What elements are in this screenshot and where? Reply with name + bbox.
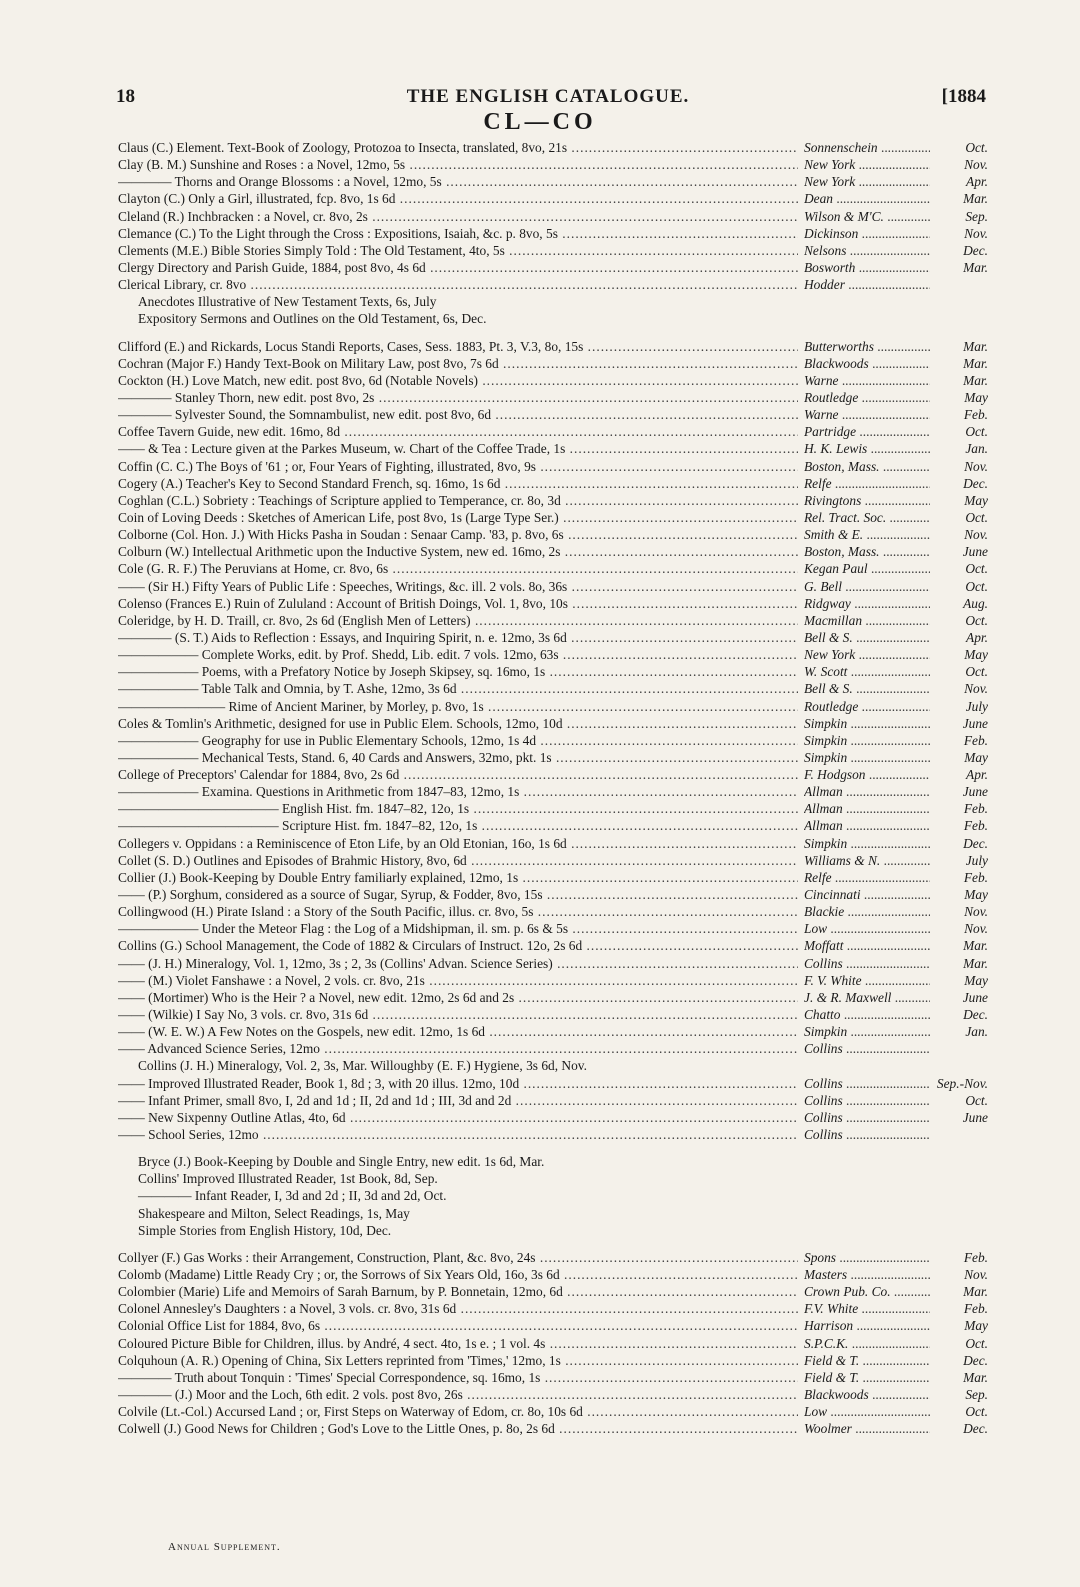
entry-title: ———— Thorns and Orange Blossoms : a Novel, 12mo, 5s ..... bbox=[118, 173, 798, 190]
catalogue-entry bbox=[118, 852, 988, 869]
entry-title: Collegers v. Oppidans : a Reminiscence of Eton Life, by an Old Etonian, 16o, 1s 6d ..... bbox=[118, 835, 798, 852]
entry-publisher: Blackwoods ..... bbox=[804, 355, 930, 372]
catalogue-entry bbox=[118, 749, 988, 766]
entry-month: Oct. bbox=[965, 509, 988, 525]
entry-month: Oct. bbox=[965, 561, 988, 577]
entry-publisher: Dickinson ..... bbox=[804, 225, 930, 242]
entry-publisher: Blackwoods ..... bbox=[804, 1386, 930, 1403]
entry-publisher: Allman ..... bbox=[804, 817, 930, 834]
entry-month: May bbox=[964, 492, 988, 508]
entry-title: Clay (B. M.) Sunshine and Roses : a Novel, 12mo, 5s ..... bbox=[118, 156, 798, 173]
entry-title: ———— Stanley Thorn, new edit. post 8vo, 2s ..... bbox=[118, 389, 798, 406]
catalogue-entry bbox=[118, 1040, 988, 1057]
entry-publisher: Warne ..... bbox=[804, 372, 930, 389]
catalogue-entry bbox=[118, 1300, 988, 1317]
entry-publisher: Moffatt ..... bbox=[804, 937, 930, 954]
entry-month: Nov. bbox=[964, 157, 988, 173]
entry-title: Colombier (Marie) Life and Memoirs of Sarah Barnum, by P. Bonnetain, 12mo, 6d ..... bbox=[118, 1283, 798, 1300]
entry-title: —— (W. E. W.) A Few Notes on the Gospels, new edit. 12mo, 1s 6d ..... bbox=[118, 1023, 798, 1040]
entry-publisher: Masters ..... bbox=[804, 1266, 930, 1283]
entry-month: Feb. bbox=[963, 1249, 988, 1265]
entry-title: Colenso (Frances E.) Ruin of Zululand : Account of British Doings, Vol. 1, 8vo, 10s ..... bbox=[118, 595, 798, 612]
entry-title: —— (Mortimer) Who is the Heir ? a Novel, new edit. 12mo, 2s 6d and 2s ..... bbox=[118, 989, 798, 1006]
entry-title: —————— Table Talk and Omnia, by T. Ashe, 12mo, 3s 6d ..... bbox=[118, 680, 798, 697]
entry-publisher: Collins ..... bbox=[804, 1109, 930, 1126]
entry-title: Coffin (C. C.) The Boys of '61 ; or, Four Years of Fighting, illustrated, 8vo, 9s ..... bbox=[118, 458, 798, 475]
entry-publisher: Smith & E. ..... bbox=[804, 526, 930, 543]
entry-month: Feb. bbox=[963, 1301, 988, 1317]
entry-publisher: Partridge ..... bbox=[804, 423, 930, 440]
entry-month: Aug. bbox=[963, 595, 988, 611]
catalogue-entry bbox=[118, 783, 988, 800]
entry-publisher: Collins ..... bbox=[804, 955, 930, 972]
catalogue-entry bbox=[118, 440, 988, 457]
catalogue-entry bbox=[118, 475, 988, 492]
entry-publisher: G. Bell ..... bbox=[804, 578, 930, 595]
entry-title: —————— Under the Meteor Flag : the Log of a Midshipman, il. sm. p. 6s & 5s ..... bbox=[118, 920, 798, 937]
catalogue-entry bbox=[118, 732, 988, 749]
entry-month: Dec. bbox=[963, 475, 988, 491]
catalogue-entry bbox=[118, 173, 988, 190]
entry-publisher: Low ..... bbox=[804, 920, 930, 937]
entry-title: —————— Geography for use in Public Elementary Schools, 12mo, 1s 4d ..... bbox=[118, 732, 798, 749]
catalogue-entry bbox=[118, 509, 988, 526]
entry-title: Coloured Picture Bible for Children, illus. by André, 4 sect. 4to, 1s e. ; 1 vol. 4s ..... bbox=[118, 1335, 798, 1352]
entry-publisher: Cincinnati ..... bbox=[804, 886, 930, 903]
entry-publisher: Simpkin ..... bbox=[804, 835, 930, 852]
entry-month: Nov. bbox=[964, 527, 988, 543]
catalogue-entry bbox=[118, 1109, 988, 1126]
entry-title: Colonial Office List for 1884, 8vo, 6s ..... bbox=[118, 1317, 798, 1334]
entry-title: —— & Tea : Lecture given at the Parkes Museum, w. Chart of the Coffee Trade, 1s ..... bbox=[118, 440, 798, 457]
entry-month: Mar. bbox=[963, 338, 988, 354]
entry-month: Jan. bbox=[965, 441, 988, 457]
entry-publisher: Allman ..... bbox=[804, 800, 930, 817]
entry-publisher: Wilson & M'C. ..... bbox=[804, 208, 930, 225]
sub-entry: Anecdotes Illustrative of New Testament Texts, 6s, July bbox=[138, 294, 437, 310]
catalogue-entry bbox=[118, 972, 988, 989]
catalogue-entry bbox=[118, 1266, 988, 1283]
entry-publisher: Woolmer ..... bbox=[804, 1420, 930, 1437]
entry-publisher: Ridgway ..... bbox=[804, 595, 930, 612]
catalogue-entry bbox=[118, 338, 988, 355]
entry-month: May bbox=[964, 972, 988, 988]
entry-month: May bbox=[964, 1318, 988, 1334]
entry-title: Clifford (E.) and Rickards, Locus Standi Reports, Cases, Sess. 1883, Pt. 3, V.3, 8o, 15s ..... bbox=[118, 338, 798, 355]
catalogue-entry bbox=[118, 578, 988, 595]
entry-publisher: Bell & S. ..... bbox=[804, 629, 930, 646]
catalogue-entry bbox=[118, 886, 988, 903]
entry-publisher: Relfe ..... bbox=[804, 869, 930, 886]
entry-publisher: Relfe ..... bbox=[804, 475, 930, 492]
catalogue-entry bbox=[118, 492, 988, 509]
catalogue-entry bbox=[118, 526, 988, 543]
entry-title: College of Preceptors' Calendar for 1884, 8vo, 2s 6d ..... bbox=[118, 766, 798, 783]
entry-month: Mar. bbox=[963, 938, 988, 954]
entry-title: Colomb (Madame) Little Ready Cry ; or, the Sorrows of Six Years Old, 16o, 3s 6d ..... bbox=[118, 1266, 798, 1283]
catalogue-entry bbox=[118, 937, 988, 954]
catalogue-entry bbox=[118, 1249, 988, 1266]
entry-month: July bbox=[965, 698, 988, 714]
catalogue-entry bbox=[118, 1386, 988, 1403]
entry-title: ———— (S. T.) Aids to Reflection : Essays, and Inquiring Spirit, n. e. 12mo, 3s 6d ..... bbox=[118, 629, 798, 646]
entry-title: —— New Sixpenny Outline Atlas, 4to, 6d ..... bbox=[118, 1109, 798, 1126]
entry-month: Nov. bbox=[964, 458, 988, 474]
catalogue-entry bbox=[118, 1420, 988, 1437]
entry-publisher: Collins ..... bbox=[804, 1126, 930, 1143]
catalogue-entry bbox=[118, 1092, 988, 1109]
entry-title: Coghlan (C.L.) Sobriety : Teachings of Scripture applied to Temperance, cr. 8o, 3d ..... bbox=[118, 492, 798, 509]
entry-month: Oct. bbox=[965, 1092, 988, 1108]
entry-title: ———————— Rime of Ancient Mariner, by Morley, p. 8vo, 1s ..... bbox=[118, 698, 798, 715]
entry-title: Clemance (C.) To the Light through the Cross : Expositions, Isaiah, &c. p. 8vo, 5s ..... bbox=[118, 225, 798, 242]
entry-month: Mar. bbox=[963, 955, 988, 971]
entry-month: Mar. bbox=[963, 191, 988, 207]
catalogue-entry bbox=[118, 698, 988, 715]
catalogue-entry bbox=[118, 1023, 988, 1040]
entry-title: Colonel Annesley's Daughters : a Novel, 3 vols. cr. 8vo, 31s 6d ..... bbox=[118, 1300, 798, 1317]
entry-month: June bbox=[962, 784, 988, 800]
catalogue-entry bbox=[118, 190, 988, 207]
entry-title: Clerical Library, cr. 8vo ..... bbox=[118, 276, 798, 293]
entry-title: —— Advanced Science Series, 12mo ..... bbox=[118, 1040, 798, 1057]
catalogue-entry bbox=[118, 1403, 988, 1420]
page-title: THE ENGLISH CATALOGUE. bbox=[406, 86, 690, 107]
entry-month: Nov. bbox=[964, 921, 988, 937]
catalogue-entry bbox=[118, 276, 988, 293]
entry-month: Feb. bbox=[963, 869, 988, 885]
entry-month: Nov. bbox=[964, 225, 988, 241]
entry-month: June bbox=[962, 715, 988, 731]
entry-title: Cochran (Major F.) Handy Text-Book on Military Law, post 8vo, 7s 6d ..... bbox=[118, 355, 798, 372]
entry-publisher: Warne ..... bbox=[804, 406, 930, 423]
entry-month: May bbox=[964, 749, 988, 765]
entry-month: Dec. bbox=[963, 1421, 988, 1437]
entry-title: ———— Truth about Tonquin : 'Times' Special Correspondence, sq. 16mo, 1s ..... bbox=[118, 1369, 798, 1386]
entry-title: ———— Sylvester Sound, the Somnambulist, new edit. post 8vo, 6d ..... bbox=[118, 406, 798, 423]
entry-title: —— (Sir H.) Fifty Years of Public Life : Speeches, Writings, &c. ill. 2 vols. 8o, 36s ..... bbox=[118, 578, 798, 595]
entry-publisher: Rivingtons ..... bbox=[804, 492, 930, 509]
entry-month: Dec. bbox=[963, 1352, 988, 1368]
catalogue-entry bbox=[118, 423, 988, 440]
catalogue-entry bbox=[118, 1075, 988, 1092]
entry-title: Cleland (R.) Inchbracken : a Novel, cr. 8vo, 2s ..... bbox=[118, 208, 798, 225]
entry-title: Colvile (Lt.-Col.) Accursed Land ; or, First Steps on Waterway of Edom, cr. 8o, 10s 6d ..... bbox=[118, 1403, 798, 1420]
catalogue-entry bbox=[118, 989, 988, 1006]
entry-publisher: Kegan Paul ..... bbox=[804, 560, 930, 577]
entry-title: Colwell (J.) Good News for Children ; God's Love to the Little Ones, p. 8o, 2s 6d ..... bbox=[118, 1420, 798, 1437]
entry-title: ———————————— English Hist. fm. 1847–82, 12o, 1s ..... bbox=[118, 800, 798, 817]
sub-entry: Bryce (J.) Book-Keeping by Double and Single Entry, new edit. 1s 6d, Mar. bbox=[138, 1154, 545, 1170]
entry-publisher: Simpkin ..... bbox=[804, 749, 930, 766]
entry-publisher: Simpkin ..... bbox=[804, 1023, 930, 1040]
catalogue-entry bbox=[118, 800, 988, 817]
entry-title: Collier (J.) Book-Keeping by Double Entry familiarly explained, 12mo, 1s ..... bbox=[118, 869, 798, 886]
entry-publisher: Simpkin ..... bbox=[804, 715, 930, 732]
catalogue-entry bbox=[118, 835, 988, 852]
entry-publisher: Routledge ..... bbox=[804, 698, 930, 715]
page-number: 18 bbox=[116, 86, 135, 107]
entry-month: Sep.-Nov. bbox=[936, 1075, 988, 1091]
entry-title: Coleridge, by H. D. Traill, cr. 8vo, 2s 6d (English Men of Letters) ..... bbox=[118, 612, 798, 629]
entry-publisher: Field & T. ..... bbox=[804, 1352, 930, 1369]
entry-month: Dec. bbox=[963, 242, 988, 258]
catalogue-entry bbox=[118, 543, 988, 560]
entry-publisher: Harrison ..... bbox=[804, 1317, 930, 1334]
entry-month: Mar. bbox=[963, 1284, 988, 1300]
entry-title: ———— (J.) Moor and the Loch, 6th edit. 2 vols. post 8vo, 26s ..... bbox=[118, 1386, 798, 1403]
entry-month: June bbox=[962, 544, 988, 560]
footer-note: Annual Supplement. bbox=[168, 1541, 281, 1553]
entry-publisher: Bell & S. ..... bbox=[804, 680, 930, 697]
catalogue-entry bbox=[118, 1317, 988, 1334]
entry-publisher: Butterworths ..... bbox=[804, 338, 930, 355]
entry-month: Feb. bbox=[963, 407, 988, 423]
entry-title: Cogery (A.) Teacher's Key to Second Standard French, sq. 16mo, 1s 6d ..... bbox=[118, 475, 798, 492]
entry-month: Feb. bbox=[963, 801, 988, 817]
entry-publisher: Crown Pub. Co. ..... bbox=[804, 1283, 930, 1300]
entry-title: Colborne (Col. Hon. J.) With Hicks Pasha in Soudan : Senaar Camp. '83, p. 8vo, 6s ..... bbox=[118, 526, 798, 543]
sub-entry: Collins' Improved Illustrated Reader, 1st Book, 8d, Sep. bbox=[138, 1171, 438, 1187]
sub-entry: Shakespeare and Milton, Select Readings, 1s, May bbox=[138, 1205, 410, 1221]
entry-month: Nov. bbox=[964, 904, 988, 920]
entry-publisher: Collins ..... bbox=[804, 1075, 930, 1092]
entry-publisher: Williams & N. ..... bbox=[804, 852, 930, 869]
entry-publisher: Allman ..... bbox=[804, 783, 930, 800]
catalogue-entry bbox=[118, 458, 988, 475]
entry-title: —— (Wilkie) I Say No, 3 vols. cr. 8vo, 31s 6d ..... bbox=[118, 1006, 798, 1023]
catalogue-entry bbox=[118, 595, 988, 612]
entry-publisher: Blackie ..... bbox=[804, 903, 930, 920]
catalogue-entry bbox=[118, 372, 988, 389]
catalogue-entry bbox=[118, 259, 988, 276]
entry-month: Sep. bbox=[965, 1386, 988, 1402]
entry-publisher: Collins ..... bbox=[804, 1092, 930, 1109]
catalogue-entries bbox=[118, 139, 988, 1437]
entry-title: —— (J. H.) Mineralogy, Vol. 1, 12mo, 3s ; 2, 3s (Collins' Advan. Science Series) ..... bbox=[118, 955, 798, 972]
catalogue-entry bbox=[118, 817, 988, 834]
entry-publisher: J. & R. Maxwell ..... bbox=[804, 989, 930, 1006]
entry-month: June bbox=[962, 1109, 988, 1125]
entry-month: Nov. bbox=[964, 681, 988, 697]
entry-publisher: Bosworth ..... bbox=[804, 259, 930, 276]
entry-month: Oct. bbox=[965, 664, 988, 680]
entry-publisher: New York ..... bbox=[804, 173, 930, 190]
entry-title: Collet (S. D.) Outlines and Episodes of Brahmic History, 8vo, 6d ..... bbox=[118, 852, 798, 869]
catalogue-entry bbox=[118, 715, 988, 732]
catalogue-entry bbox=[118, 242, 988, 259]
catalogue-entry bbox=[118, 560, 988, 577]
entry-publisher: Boston, Mass. ..... bbox=[804, 543, 930, 560]
catalogue-entry bbox=[118, 225, 988, 242]
entry-publisher: Routledge ..... bbox=[804, 389, 930, 406]
entry-publisher: Boston, Mass. ..... bbox=[804, 458, 930, 475]
entry-title: Colquhoun (A. R.) Opening of China, Six Letters reprinted from 'Times,' 12mo, 1s ..... bbox=[118, 1352, 798, 1369]
catalogue-entry bbox=[118, 208, 988, 225]
catalogue-entry bbox=[118, 920, 988, 937]
entry-publisher: W. Scott ..... bbox=[804, 663, 930, 680]
entry-title: Colburn (W.) Intellectual Arithmetic upon the Inductive System, new ed. 16mo, 2s ..... bbox=[118, 543, 798, 560]
catalogue-entry bbox=[118, 1352, 988, 1369]
catalogue-entry bbox=[118, 1126, 988, 1143]
entry-month: Dec. bbox=[963, 835, 988, 851]
header-year: [1884 bbox=[941, 86, 986, 107]
catalogue-entry bbox=[118, 869, 988, 886]
catalogue-entry bbox=[118, 389, 988, 406]
entry-publisher: Rel. Tract. Soc. ..... bbox=[804, 509, 930, 526]
entry-month: May bbox=[964, 389, 988, 405]
catalogue-entry bbox=[118, 355, 988, 372]
entry-publisher: Dean ..... bbox=[804, 190, 930, 207]
entry-month: Jan. bbox=[965, 1024, 988, 1040]
entry-month: Nov. bbox=[964, 1267, 988, 1282]
entry-publisher: F. V. White ..... bbox=[804, 972, 930, 989]
entry-month: June bbox=[962, 989, 988, 1005]
catalogue-entry bbox=[118, 1006, 988, 1023]
entry-month: Dec. bbox=[963, 1007, 988, 1023]
entry-publisher: F.V. White ..... bbox=[804, 1300, 930, 1317]
catalogue-entry bbox=[118, 1283, 988, 1300]
entry-publisher: Low ..... bbox=[804, 1403, 930, 1420]
entry-title: Coles & Tomlin's Arithmetic, designed for use in Public Elem. Schools, 12mo, 10d ..... bbox=[118, 715, 798, 732]
sub-entry: Expository Sermons and Outlines on the Old Testament, 6s, Dec. bbox=[138, 311, 487, 327]
entry-month: Mar. bbox=[963, 355, 988, 371]
entry-title: —— (P.) Sorghum, considered as a source of Sugar, Syrup, & Fodder, 8vo, 15s ..... bbox=[118, 886, 798, 903]
entry-publisher: Nelsons ..... bbox=[804, 242, 930, 259]
entry-publisher: Sonnenschein ..... bbox=[804, 139, 930, 156]
entry-title: —— Improved Illustrated Reader, Book 1, 8d ; 3, with 20 illus. 12mo, 10d ..... bbox=[118, 1075, 798, 1092]
entry-month: Mar. bbox=[963, 372, 988, 388]
entry-title: Cole (G. R. F.) The Peruvians at Home, cr. 8vo, 6s ..... bbox=[118, 560, 798, 577]
entry-month: Sep. bbox=[965, 208, 988, 224]
entry-title: —————— Poems, with a Prefatory Notice by Joseph Skipsey, sq. 16mo, 1s ..... bbox=[118, 663, 798, 680]
entry-month: Oct. bbox=[965, 1404, 988, 1420]
entry-month: Oct. bbox=[965, 140, 988, 155]
entry-publisher: Simpkin ..... bbox=[804, 732, 930, 749]
entry-month: Apr. bbox=[966, 629, 988, 645]
entry-month: Oct. bbox=[965, 578, 988, 594]
catalogue-entry bbox=[118, 1335, 988, 1352]
entry-publisher: New York ..... bbox=[804, 156, 930, 173]
sub-entry: Collins (J. H.) Mineralogy, Vol. 2, 3s, Mar. Willoughby (E. F.) Hygiene, 3s 6d, Nov. bbox=[138, 1058, 587, 1074]
entry-publisher: Field & T. ..... bbox=[804, 1369, 930, 1386]
catalogue-entry bbox=[118, 612, 988, 629]
entry-title: Coffee Tavern Guide, new edit. 16mo, 8d ..... bbox=[118, 423, 798, 440]
entry-title: —————— Complete Works, edit. by Prof. Shedd, Lib. edit. 7 vols. 12mo, 63s ..... bbox=[118, 646, 798, 663]
entry-title: Cockton (H.) Love Match, new edit. post 8vo, 6d (Notable Novels) ..... bbox=[118, 372, 798, 389]
entry-publisher: Collins ..... bbox=[804, 1040, 930, 1057]
catalogue-entry bbox=[118, 663, 988, 680]
catalogue-entry bbox=[118, 139, 988, 156]
entry-month: Feb. bbox=[963, 818, 988, 834]
entry-title: Collyer (F.) Gas Works : their Arrangement, Construction, Plant, &c. 8vo, 24s ..... bbox=[118, 1249, 798, 1266]
entry-publisher: Chatto ..... bbox=[804, 1006, 930, 1023]
entry-month: July bbox=[965, 852, 988, 868]
entry-publisher: H. K. Lewis ..... bbox=[804, 440, 930, 457]
entry-month: Oct. bbox=[965, 424, 988, 440]
entry-title: —————— Mechanical Tests, Stand. 6, 40 Cards and Answers, 32mo, pkt. 1s ..... bbox=[118, 749, 798, 766]
entry-month: May bbox=[964, 887, 988, 903]
entry-title: —— (M.) Violet Fanshawe : a Novel, 2 vols. cr. 8vo, 21s ..... bbox=[118, 972, 798, 989]
entry-title: Claus (C.) Element. Text-Book of Zoology, Protozoa to Insecta, translated, 8vo, 21s ..... bbox=[118, 139, 798, 156]
entry-month: Mar. bbox=[963, 259, 988, 275]
alphabet-range: CL—CO bbox=[483, 109, 597, 135]
entry-title: —————— Examina. Questions in Arithmetic from 1847–83, 12mo, 1s ..... bbox=[118, 783, 798, 800]
entry-publisher: Hodder ..... bbox=[804, 276, 930, 293]
catalogue-entry bbox=[118, 903, 988, 920]
catalogue-entry bbox=[118, 1369, 988, 1386]
catalogue-entry bbox=[118, 629, 988, 646]
catalogue-entry bbox=[118, 646, 988, 663]
entry-publisher: New York ..... bbox=[804, 646, 930, 663]
entry-title: Collingwood (H.) Pirate Island : a Story of the South Pacific, illus. cr. 8vo, 5s ..... bbox=[118, 903, 798, 920]
entry-month: Mar. bbox=[963, 1369, 988, 1385]
entry-publisher: F. Hodgson ..... bbox=[804, 766, 930, 783]
catalogue-entry bbox=[118, 406, 988, 423]
sub-entry: Simple Stories from English History, 10d, Dec. bbox=[138, 1222, 392, 1238]
entry-publisher: Spons ..... bbox=[804, 1249, 930, 1266]
entry-month: Oct. bbox=[965, 1335, 988, 1351]
catalogue-entry bbox=[118, 766, 988, 783]
entry-title: Coin of Loving Deeds : Sketches of American Life, post 8vo, 1s (Large Type Ser.) ..... bbox=[118, 509, 798, 526]
entry-month: May bbox=[964, 647, 988, 663]
entry-title: —— School Series, 12mo ..... bbox=[118, 1126, 798, 1143]
entry-publisher: S.P.C.K. ..... bbox=[804, 1335, 930, 1352]
entry-title: Clements (M.E.) Bible Stories Simply Told : The Old Testament, 4to, 5s ..... bbox=[118, 242, 798, 259]
catalogue-entry bbox=[118, 955, 988, 972]
entry-month: Apr. bbox=[966, 767, 988, 783]
entry-title: Collins (G.) School Management, the Code of 1882 & Circulars of Instruct. 12o, 2s 6d ..... bbox=[118, 937, 798, 954]
sub-entry: ———— Infant Reader, I, 3d and 2d ; II, 3d and 2d, Oct. bbox=[138, 1188, 447, 1204]
entry-title: Clayton (C.) Only a Girl, illustrated, fcp. 8vo, 1s 6d ..... bbox=[118, 190, 798, 207]
entry-title: ———————————— Scripture Hist. fm. 1847–82, 12o, 1s ..... bbox=[118, 817, 798, 834]
entry-title: Clergy Directory and Parish Guide, 1884, post 8vo, 4s 6d ..... bbox=[118, 259, 798, 276]
entry-month: Oct. bbox=[965, 612, 988, 628]
catalogue-entry bbox=[118, 680, 988, 697]
entry-publisher: Macmillan ..... bbox=[804, 612, 930, 629]
entry-title: —— Infant Primer, small 8vo, I, 2d and 1d ; II, 2d and 1d ; III, 3d and 2d ..... bbox=[118, 1092, 798, 1109]
catalogue-entry bbox=[118, 156, 988, 173]
entry-month: Feb. bbox=[963, 732, 988, 748]
entry-month: Apr. bbox=[966, 174, 988, 190]
